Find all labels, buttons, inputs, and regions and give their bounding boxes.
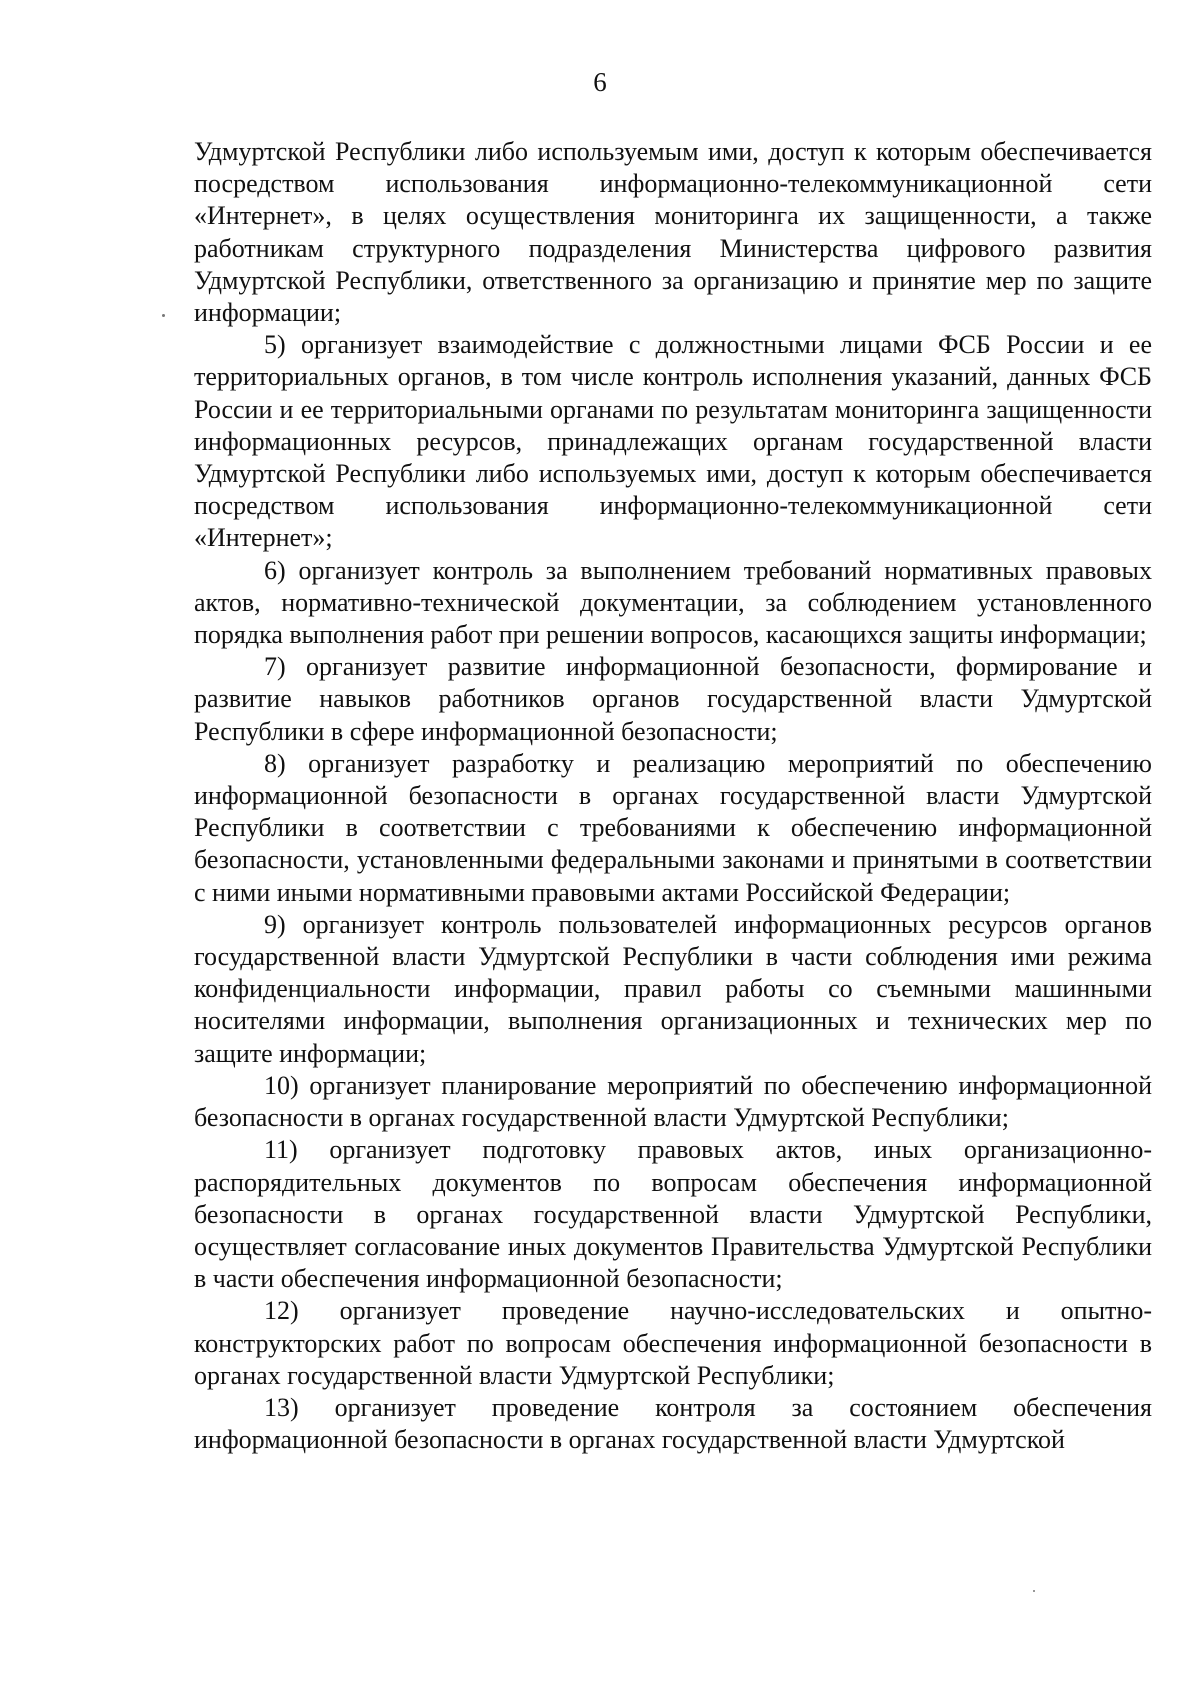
list-item-7: 7) организует развитие информационной безопасности, формирование и развитие навыков работников органов государственной власти Удмуртской Республики в сфере информационной безопасности; [194,652,1152,746]
list-item-5: 5) организует взаимодействие с должностными лицами ФСБ России и ее территориальных органов, в том числе контроль исполнения указаний, данных ФСБ России и ее территориальными органами по результатам мониторинга защищенности информационных ресурсов, принадлежащих органам государственной власти Удмуртской Республики либо используемых ими, доступ к которым обеспечивается посредством использования информационно-телекоммуникационной сети «Интернет»; [194,330,1152,553]
list-item-8: 8) организует разработку и реализацию мероприятий по обеспечению информационной безопасности в органах государственной власти Удмуртской Республики в соответствии с требованиями к обеспечению информационной безопасности, установленными федеральными законами и принятыми в соответствии с ними иными нормативными правовыми актами Российской Федерации; [194,748,1152,907]
scan-speck [1033,1590,1035,1592]
page-number: 6 [593,67,607,97]
list-item-9: 9) организует контроль пользователей информационных ресурсов органов государственной власти Удмуртской Республики в части соблюдения ими режима конфиденциальности информации, правил работы со съемными машинными носителями информации, выполнения организационных и технических мер по защите информации; [194,909,1152,1068]
document-body [194,136,1152,1456]
list-item-11: 11) организует подготовку правовых актов, иных организационно-распорядительных документов по вопросам обеспечения информационной безопасности в органах государственной власти Удмуртской Республики, осуществляет согласование иных документов Правительства Удмуртской Республики в части обеспечения информационной безопасности; [194,1135,1152,1294]
scan-speck [162,314,165,317]
paragraph-continuation: Удмуртской Республики либо используемым ими, доступ к которым обеспечивается посредством использования информационно-телекоммуникационной сети «Интернет», в целях осуществления мониторинга их защищенности, а также работникам структурного подразделения Министерства цифрового развития Удмуртской Республики, ответственного за организацию и принятие мер по защите информации; [194,137,1152,328]
list-item-6: 6) организует контроль за выполнением требований нормативных правовых актов, нормативно-технической документации, за соблюдением установленного порядка выполнения работ при решении вопросов, касающихся защиты информации; [194,555,1152,650]
list-item-13: 13) организует проведение контроля за состоянием обеспечения информационной безопасности в органах государственной власти Удмуртской [194,1392,1152,1455]
list-item-10: 10) организует планирование мероприятий по обеспечению информационной безопасности в органах государственной власти Удмуртской Республики; [194,1070,1152,1133]
list-item-12: 12) организует проведение научно-исследовательских и опытно-конструкторских работ по вопросам обеспечения информационной безопасности в органах государственной власти Удмуртской Республики; [194,1296,1152,1390]
